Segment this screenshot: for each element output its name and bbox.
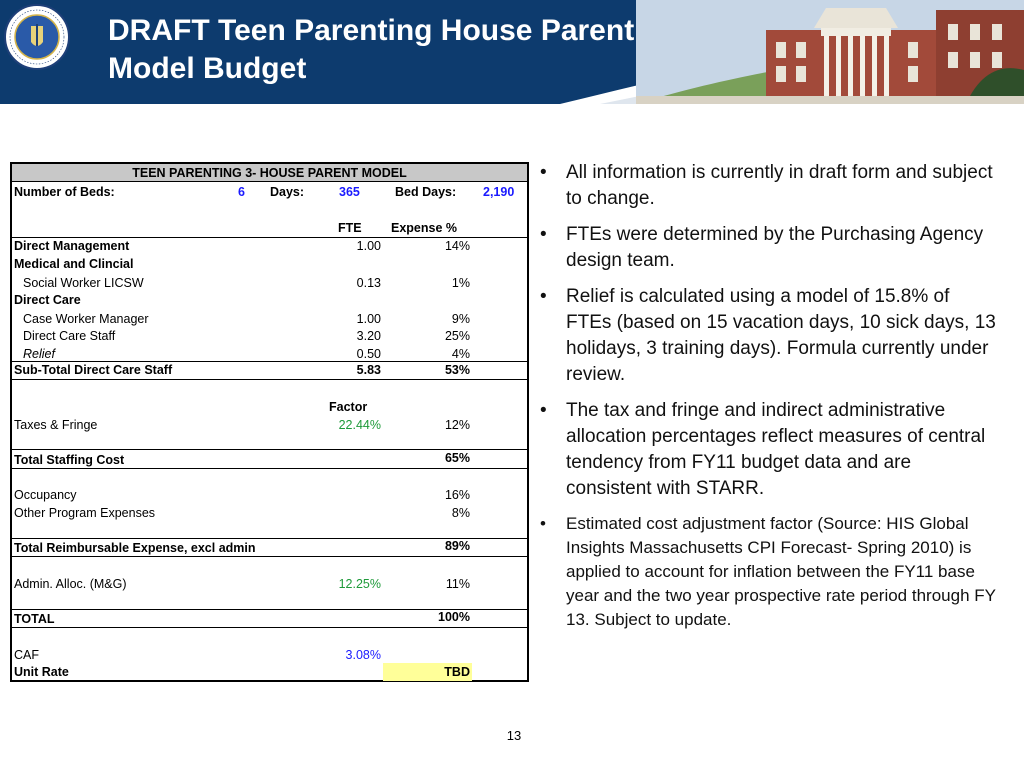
beds-label: Number of Beds:: [14, 185, 115, 199]
medical-clinical-label: Medical and Clincial: [14, 257, 134, 271]
social-worker-pct: 1%: [451, 276, 470, 290]
factor-header: Factor: [329, 400, 368, 414]
bullet-item: [540, 512, 1000, 632]
taxes-label: Taxes & Fringe: [14, 418, 98, 432]
bullet-dot: •: [540, 286, 547, 307]
subtotal-row: [12, 361, 527, 379]
divider: [12, 627, 527, 628]
direct-care-staff-row: [12, 327, 527, 345]
subtotal-fte: 5.83: [356, 363, 381, 377]
bullet-text: Relief is calculated using a model of 15.8% of FTEs (based on 15 vacation days, 10 sick days, 13 holidays, 3 training days). Formula currently under review.: [566, 286, 996, 385]
bullet-text: FTEs were determined by the Purchasing Agency design team.: [566, 224, 984, 271]
subtotal-label: Sub-Total Direct Care Staff: [14, 363, 173, 377]
direct-care-label: Direct Care: [14, 293, 81, 307]
direct-care-staff-fte: 3.20: [356, 329, 381, 343]
social-worker-fte: 0.13: [356, 276, 381, 290]
table-title: [12, 164, 527, 182]
medical-clinical-row: [12, 255, 527, 273]
direct-management-pct: 14%: [444, 239, 470, 253]
title-line-2: Model Budget: [108, 52, 307, 85]
relief-fte: 0.50: [356, 347, 381, 361]
taxes-row: [12, 416, 527, 434]
relief-pct: 4%: [451, 347, 470, 361]
total-reimbursable-label: Total Reimbursable Expense, excl admin: [14, 541, 256, 555]
relief-label: Relief: [23, 347, 55, 361]
admin-pct: 11%: [445, 577, 470, 591]
slide-header: [0, 0, 1024, 104]
total-staffing-pct: 65%: [444, 451, 470, 465]
admin-factor: 12.25%: [338, 577, 381, 591]
direct-management-label: Direct Management: [14, 239, 130, 253]
occupancy-label: Occupancy: [14, 488, 77, 502]
title-line-1: DRAFT Teen Parenting House Parent: [108, 14, 635, 47]
divider: [12, 468, 527, 469]
social-worker-label: Social Worker LICSW: [23, 276, 144, 290]
direct-care-staff-label: Direct Care Staff: [23, 329, 116, 343]
unit-rate-value: TBD: [383, 663, 472, 681]
bullet-text: All information is currently in draft form and subject to change.: [566, 162, 993, 209]
other-program-label: Other Program Expenses: [14, 506, 156, 520]
bullet-item: [540, 398, 1000, 502]
bullet-text: Estimated cost adjustment factor (Source: HIS Global Insights Massachusetts CPI Forecast- Spring 2010) is applied to account for inflation between the FY11 base year and the two year prospective rate period through FY 13. Subject to update.: [566, 514, 996, 629]
divider: [12, 556, 527, 557]
days-label: Days:: [270, 185, 305, 199]
occupancy-row: [12, 486, 527, 504]
bullet-item: [540, 222, 1000, 274]
other-program-pct: 8%: [451, 506, 470, 520]
total-reimbursable-pct: 89%: [444, 539, 470, 553]
occupancy-pct: 16%: [444, 488, 470, 502]
massachusetts-seal-icon: [4, 4, 70, 70]
caf-label: CAF: [14, 648, 39, 662]
unit-rate-row: [12, 663, 527, 681]
beds-value: 6: [238, 185, 245, 199]
bed-days-value: 2,190: [483, 185, 515, 199]
total-pct: 100%: [438, 610, 470, 624]
social-worker-row: [12, 274, 527, 292]
other-program-row: [12, 504, 527, 522]
direct-management-fte: 1.00: [356, 239, 381, 253]
expense-header: Expense %: [391, 221, 458, 235]
notes-bullet-list: [540, 160, 1000, 632]
table-title-text: TEEN PARENTING 3- HOUSE PARENT MODEL: [132, 166, 407, 180]
column-headers: [12, 219, 527, 237]
total-staffing-label: Total Staffing Cost: [14, 453, 125, 467]
total-row: [12, 610, 527, 628]
bullet-dot: •: [540, 162, 547, 183]
case-worker-row: [12, 310, 527, 328]
taxes-pct: 12%: [444, 418, 470, 432]
budget-table: [10, 162, 529, 682]
case-worker-fte: 1.00: [356, 312, 381, 326]
subtotal-pct: 53%: [444, 363, 470, 377]
total-label: TOTAL: [14, 612, 55, 626]
bullet-dot: •: [540, 514, 546, 533]
bullet-item: [540, 160, 1000, 212]
caf-row: [12, 646, 527, 664]
direct-management-row: [12, 237, 527, 255]
total-reimbursable-row: [12, 539, 527, 557]
case-worker-pct: 9%: [451, 312, 470, 326]
admin-label: Admin. Alloc. (M&G): [14, 577, 127, 591]
bed-days-label: Bed Days:: [395, 185, 457, 199]
bullet-dot: •: [540, 400, 547, 421]
taxes-factor: 22.44%: [338, 418, 381, 432]
caf-factor: 3.08%: [345, 648, 381, 662]
divider: [12, 379, 527, 380]
days-value: 365: [339, 185, 360, 199]
bullet-text: The tax and fringe and indirect administrative allocation percentages reflect measures of central tendency from FY11 budget data and are consistent with STARR.: [566, 400, 986, 499]
admin-row: [12, 575, 527, 593]
page-number: 13: [506, 728, 522, 743]
factor-header-row: [12, 398, 527, 416]
bullet-dot: •: [540, 224, 547, 245]
fte-header: FTE: [338, 221, 362, 235]
unit-rate-label: Unit Rate: [14, 665, 69, 679]
direct-care-staff-pct: 25%: [444, 329, 470, 343]
state-house-image: [636, 0, 1024, 104]
beds-row: [12, 183, 527, 201]
total-staffing-row: [12, 451, 527, 469]
case-worker-label: Case Worker Manager: [23, 312, 149, 326]
bullet-item: [540, 284, 1000, 388]
direct-care-row: [12, 291, 527, 309]
